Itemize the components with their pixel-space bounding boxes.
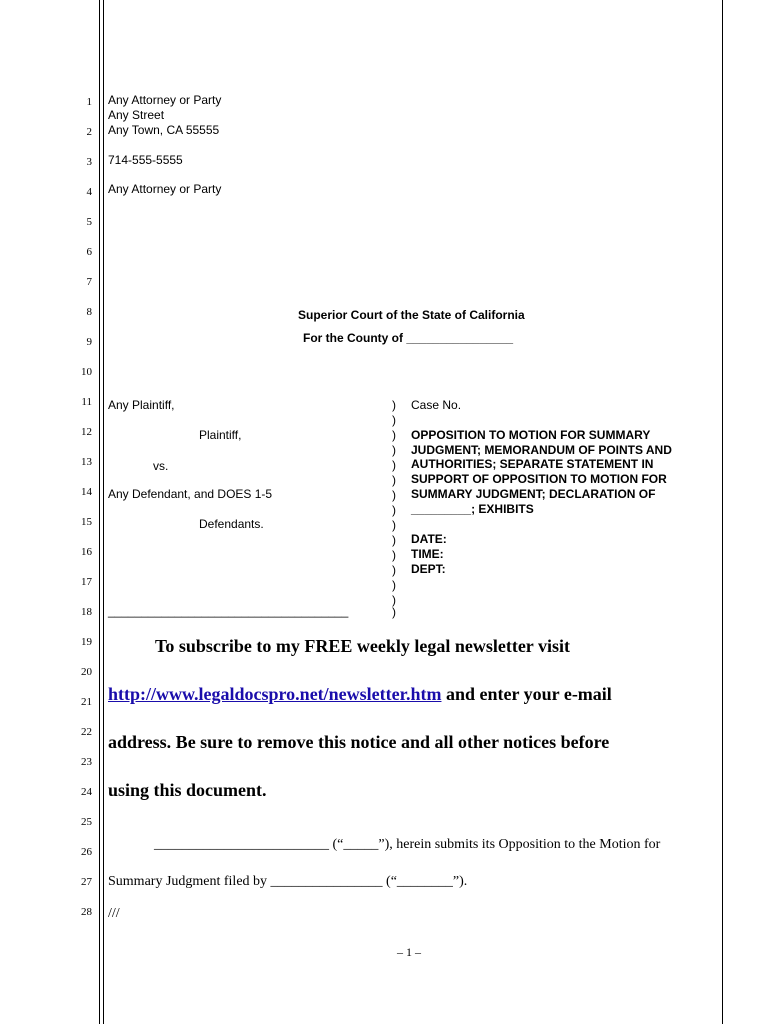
line-number: 13 xyxy=(81,456,92,468)
line-number: 18 xyxy=(81,606,92,618)
line-number: 11 xyxy=(81,396,92,408)
left-margin-rule-inner xyxy=(103,0,104,1024)
line-number: 21 xyxy=(81,696,92,708)
notice-line-2 xyxy=(108,684,612,705)
line-number: 10 xyxy=(81,366,92,378)
attorney-city: Any Town, CA 55555 xyxy=(108,123,220,137)
line-number: 5 xyxy=(86,216,92,228)
line-number: 1 xyxy=(86,96,92,108)
defendant-role: Defendants. xyxy=(199,517,264,531)
line-number: 27 xyxy=(81,876,92,888)
case-number-label: Case No. xyxy=(411,398,462,412)
line-number: 23 xyxy=(81,756,92,768)
right-margin-rule xyxy=(722,0,723,260)
notice-line-2-rest: and enter your e-mail xyxy=(441,684,612,704)
plaintiff-name: Any Plaintiff, xyxy=(108,398,175,412)
page-number: – 1 – xyxy=(397,945,421,959)
body-paragraph-line-1: _________________________ (“_____”), herein submits its Opposition to the Motion for xyxy=(154,837,661,852)
line-number: 24 xyxy=(81,786,92,798)
line-number: 7 xyxy=(86,276,92,288)
case-title-line: AUTHORITIES; SEPARATE STATEMENT IN xyxy=(411,457,654,471)
case-title-line: _________; EXHIBITS xyxy=(411,502,534,516)
line-number: 17 xyxy=(81,576,92,588)
notice-line-1: To subscribe to my FREE weekly legal newsletter visit xyxy=(155,636,570,656)
case-title-line: SUMMARY JUDGMENT; DECLARATION OF xyxy=(411,487,656,501)
line-number: 6 xyxy=(86,246,92,258)
line-number: 16 xyxy=(81,546,92,558)
case-title-line: SUPPORT OF OPPOSITION TO MOTION FOR xyxy=(411,472,667,486)
attorney-name: Any Attorney or Party xyxy=(108,93,222,107)
hearing-time-label: TIME: xyxy=(411,547,444,561)
attorney-phone: 714-555-5555 xyxy=(108,153,183,167)
body-paragraph-line-2: Summary Judgment filed by ________________ (“________”). xyxy=(108,874,468,889)
line-number: 2 xyxy=(86,126,92,138)
notice-line-4: using this document. xyxy=(108,780,267,800)
line-number: 8 xyxy=(86,306,92,318)
court-name: Superior Court of the State of California xyxy=(298,308,525,322)
versus: vs. xyxy=(153,459,169,473)
line-number: 14 xyxy=(81,486,92,498)
line-number: 9 xyxy=(86,336,92,348)
line-number: 20 xyxy=(81,666,92,678)
attorney-street: Any Street xyxy=(108,108,165,122)
caption-underline: ____________________________________ xyxy=(108,604,349,618)
plaintiff-role: Plaintiff, xyxy=(199,428,242,442)
line-number: 25 xyxy=(81,816,92,828)
line-number: 22 xyxy=(81,726,92,738)
line-number: 28 xyxy=(81,906,92,918)
case-title-line: OPPOSITION TO MOTION FOR SUMMARY xyxy=(411,428,651,442)
case-title-line: JUDGMENT; MEMORANDUM OF POINTS AND xyxy=(411,443,672,457)
line-number: 4 xyxy=(86,186,92,198)
line-number: 26 xyxy=(81,846,92,858)
court-county: For the County of ________________ xyxy=(303,331,514,345)
continuation-mark: /// xyxy=(108,906,120,921)
notice-line-3: address. Be sure to remove this notice and all other notices before xyxy=(108,732,610,752)
right-margin-rule-lower xyxy=(722,256,723,1024)
left-margin-rule-outer xyxy=(99,0,100,1024)
hearing-dept-label: DEPT: xyxy=(411,562,446,576)
line-number: 15 xyxy=(81,516,92,528)
line-number: 12 xyxy=(81,426,92,438)
line-number: 3 xyxy=(86,156,92,168)
defendant-name: Any Defendant, and DOES 1-5 xyxy=(108,487,273,501)
line-number: 19 xyxy=(81,636,92,648)
hearing-date-label: DATE: xyxy=(411,532,447,546)
newsletter-link[interactable]: http://www.legaldocspro.net/newsletter.htm xyxy=(108,684,442,704)
attorney-for: Any Attorney or Party xyxy=(108,182,222,196)
